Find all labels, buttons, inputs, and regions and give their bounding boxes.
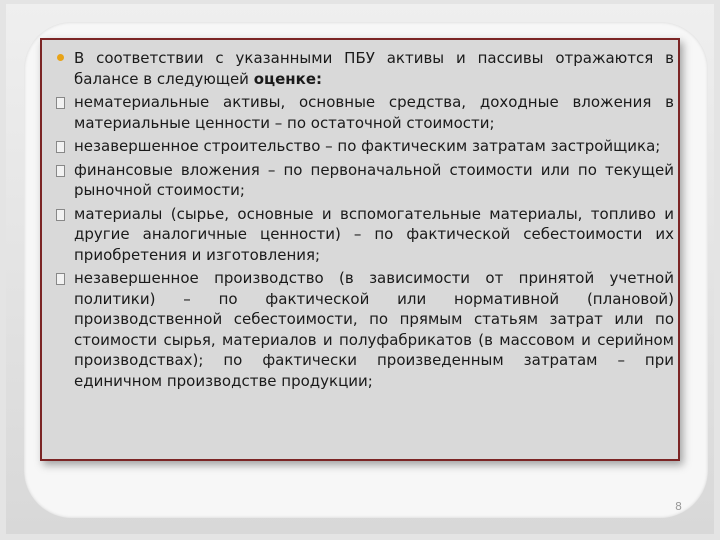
intro-text: В соответствии с указанными ПБУ активы и пассивы отражаются в балансе в следующей: [74, 49, 674, 88]
sub-bullet-icon: [56, 209, 65, 221]
content-box: [40, 38, 680, 461]
page-number: 8: [675, 500, 682, 513]
sub-bullet-icon: [56, 97, 65, 109]
list-item: [74, 160, 674, 201]
bullet-list: [74, 48, 674, 394]
list-item-text: незавершенное производство (в зависимости от принятой учетной политики) – по фактической или нормативной (плановой) производственной себестоимости, по прямым статьям затрат или по стоимости сырья, материалов и полуфабрикатов (в массовом и серийном производствах); по фактически произведенным затратам – при единичном производстве продукции;: [74, 269, 674, 390]
list-item: [74, 136, 674, 157]
sub-bullet-icon: [56, 273, 65, 285]
list-item-text: нематериальные активы, основные средства, доходные вложения в материальные ценности – по остаточной стоимости;: [74, 93, 674, 132]
list-item: [74, 268, 674, 391]
list-item-text: финансовые вложения – по первоначальной стоимости или по текущей рыночной стоимости;: [74, 160, 674, 199]
list-item-text: незавершенное строительство – по фактическим затратам застройщика;: [74, 137, 661, 155]
bullet-dot-icon: [53, 51, 67, 65]
sub-bullet-icon: [56, 165, 65, 177]
intro-bold-text: оценке:: [253, 69, 323, 88]
sub-bullet-icon: [56, 141, 65, 153]
list-item: [74, 92, 674, 133]
list-item: [74, 204, 674, 266]
list-item-text: материалы (сырье, основные и вспомогательные материалы, топливо и другие аналогичные ценности) – по фактической себестоимости их приобретения и изготовления;: [74, 204, 674, 264]
list-item-intro: [74, 48, 674, 89]
